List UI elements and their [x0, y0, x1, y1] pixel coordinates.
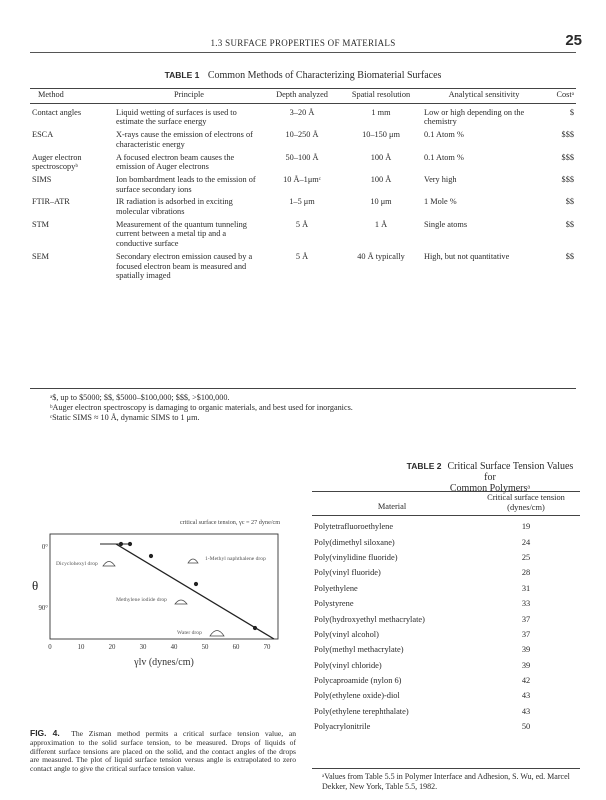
principle-cell: Ion bombardment leads to the emission of surface secondary ions	[116, 174, 256, 194]
value-cell: 50	[521, 722, 531, 732]
material-cell: Polyacrylonitrile	[314, 722, 371, 732]
sensitivity-cell: 0.1 Atom %	[424, 152, 464, 162]
value-cell: 37	[521, 614, 531, 624]
table-row	[312, 704, 580, 719]
sensitivity-cell: Low or high depending on the chemistry	[424, 107, 525, 127]
principle-cell: X-rays cause the emission of electrons of characteristic energy	[116, 130, 253, 149]
figure4-label: FIG. 4.	[30, 728, 60, 738]
figure4-zisman-plot	[30, 512, 300, 727]
table2-col-value-line1: Critical surface tension	[487, 493, 565, 502]
table-row	[312, 596, 580, 611]
method-cell: Contact angles	[32, 107, 82, 117]
value-cell: 24	[521, 537, 531, 547]
depth-cell: 5 Å	[295, 251, 309, 261]
sensitivity-cell: 1 Mole %	[424, 197, 457, 207]
table-row	[30, 153, 576, 175]
table2-footnote: ᵃValues from Table 5.5 in Polymer Interface and Adhesion, S. Wu, ed. Marcel Dekker, New York, Table 5.5, 1982.	[322, 772, 570, 791]
method-cell: FTIR–ATR	[32, 197, 70, 207]
value-cell: 39	[521, 660, 531, 670]
table-row	[30, 252, 576, 284]
depth-cell: 5 Å	[295, 219, 309, 229]
table2-title-line1: Critical Surface Tension Values for	[447, 461, 574, 483]
drop-icon	[210, 631, 224, 637]
principle-cell: IR radiation is adsorbed in exciting molecular vibrations	[116, 197, 233, 217]
data-point	[149, 554, 153, 558]
water-drop-label: Water drop	[177, 630, 202, 636]
cost-cell: $$	[565, 197, 574, 207]
drop-icon	[188, 559, 198, 563]
spatial-cell: 100 Å	[370, 174, 392, 184]
table2-top-rule	[312, 491, 580, 492]
table2-col-material: Material	[377, 502, 407, 511]
header-rule	[30, 52, 576, 53]
table-row	[312, 719, 580, 734]
table-row	[312, 581, 580, 596]
x-tick-10: 10	[77, 644, 85, 651]
x-tick-20: 20	[108, 644, 116, 651]
cost-cell: $$	[565, 219, 574, 229]
table1-caption	[0, 70, 606, 81]
value-cell: 43	[521, 706, 531, 716]
drop-icon	[103, 562, 115, 567]
table2-bottom-rule	[312, 768, 580, 769]
table2-col-value	[472, 493, 580, 515]
table-row	[312, 550, 580, 565]
sensitivity-cell: High, but not quantitative	[424, 251, 510, 261]
x-axis-label: γlv (dynes/cm)	[134, 657, 194, 668]
material-cell: Polycaproamide (nylon 6)	[314, 676, 402, 686]
table1-title: Common Methods of Characterizing Biomaterial Surfaces	[207, 70, 442, 81]
x-tick-70: 70	[263, 644, 271, 651]
page-number: 25	[565, 32, 582, 49]
table2-caption	[400, 461, 580, 494]
footnote-c: ᶜStatic SIMS ≈ 10 Å, dynamic SIMS to 1 μm.	[50, 413, 200, 422]
table2-header-rule	[312, 515, 580, 516]
x-tick-30: 30	[139, 644, 147, 651]
spatial-cell: 100 Å	[370, 152, 392, 162]
material-cell: Poly(vinyl alcohol)	[314, 629, 379, 639]
material-cell: Poly(vinyl fluoride)	[314, 568, 381, 578]
critical-tension-annotation: critical surface tension, γc = 27 dyne/cm	[179, 519, 281, 526]
principle-cell: Secondary electron emission caused by a focused electron beam is measured and spatially imaged	[116, 251, 253, 281]
method-cell: Auger electron spectroscopyᵇ	[32, 152, 82, 172]
material-cell: Polyethylene	[314, 583, 358, 593]
table-row	[30, 130, 576, 152]
table-row	[312, 627, 580, 642]
methylnaphthalene-drop-label: 1-Methyl naphthalene drop	[205, 556, 266, 562]
table-row	[312, 642, 580, 657]
table-row	[312, 611, 580, 626]
theta-symbol: θ	[32, 578, 39, 593]
method-cell: SEM	[32, 251, 50, 261]
cost-cell: $	[569, 107, 574, 117]
table1-col-depth: Depth analyzed	[276, 90, 328, 99]
table1-top-rule	[30, 88, 576, 89]
sensitivity-cell: Very high	[424, 174, 457, 184]
table-row	[312, 519, 580, 534]
data-point	[253, 626, 257, 630]
material-cell: Poly(vinylidine fluoride)	[314, 552, 398, 562]
value-cell: 42	[521, 676, 531, 686]
x-tick-0: 0	[48, 644, 52, 651]
table1-bottom-rule	[30, 388, 576, 389]
data-point	[194, 582, 198, 586]
figure4-caption	[30, 729, 296, 774]
drop-icon	[175, 600, 187, 604]
spatial-cell: 1 Å	[374, 219, 388, 229]
table1-col-spatial: Spatial resolution	[351, 90, 411, 99]
table-row	[30, 108, 576, 130]
footnote-a: ᵃ$, up to $5000; $$, $5000–$100,000; $$$, >$100,000.	[50, 393, 230, 402]
value-cell: 25	[521, 552, 531, 562]
depth-cell: 10 Å–1μmᶜ	[283, 174, 321, 184]
material-cell: Poly(hydroxyethyl methacrylate)	[314, 614, 425, 624]
figure4-caption-text: The Zisman method permits a critical surface tension value, an approximation to the solid surface tension, to be measured. Drops of liquids of different surface tensions are placed on the solid, and the contact angles of the drops are measured. The plot of liquid surface tension versus angle is extrapolated to zero contact angle to give the critical surface tension value.	[30, 729, 297, 774]
material-cell: Poly(ethylene terephthalate)	[314, 706, 409, 716]
principle-cell: Liquid wetting of surfaces is used to estimate the surface energy	[116, 107, 237, 127]
material-cell: Poly(methyl methacrylate)	[314, 645, 404, 655]
x-tick-40: 40	[170, 644, 178, 651]
table2	[312, 493, 580, 734]
spatial-cell: 10–150 μm	[362, 130, 400, 140]
method-cell: STM	[32, 219, 50, 229]
table-row	[30, 197, 576, 219]
sensitivity-cell: 0.1 Atom %	[424, 130, 464, 140]
footnote-b: ᵇAuger electron spectroscopy is damaging to organic materials, and best used for inorganics.	[50, 403, 353, 412]
method-cell: SIMS	[32, 174, 52, 184]
principle-cell: Measurement of the quantum tunneling current between a metal tip and a conductive surface	[116, 219, 247, 249]
table1-header-row	[30, 90, 576, 103]
table-row	[30, 175, 576, 197]
table1-label: TABLE 1	[164, 70, 200, 80]
spatial-cell: 10 μm	[370, 197, 392, 207]
y-tick-0: 0°	[41, 544, 48, 551]
depth-cell: 1–5 μm	[289, 197, 315, 207]
table1-col-principle: Principle	[174, 90, 204, 99]
value-cell: 37	[521, 629, 531, 639]
table1-footnotes	[50, 393, 570, 423]
x-tick-50: 50	[201, 644, 209, 651]
spatial-cell: 40 Å typically	[357, 251, 405, 261]
running-header: 1.3 SURFACE PROPERTIES OF MATERIALS	[210, 38, 396, 48]
cost-cell: $$$	[561, 152, 574, 162]
y-tick-90: 90°	[38, 605, 48, 612]
table-row	[312, 673, 580, 688]
value-cell: 19	[521, 522, 531, 532]
material-cell: Polytetrafluoroethylene	[314, 522, 394, 532]
table-row	[312, 565, 580, 580]
cost-cell: $$$	[561, 174, 574, 184]
methylene-iodide-drop-label: Methylene iodide drop	[116, 597, 167, 603]
material-cell: Poly(dimethyl siloxane)	[314, 537, 395, 547]
material-cell: Poly(ethylene oxide)-diol	[314, 691, 400, 701]
table2-header-row	[312, 493, 580, 515]
cost-cell: $$$	[561, 130, 574, 140]
method-cell: ESCA	[32, 130, 54, 140]
table1-col-sensitivity: Analytical sensitivity	[448, 90, 520, 99]
x-tick-60: 60	[232, 644, 240, 651]
data-point	[119, 542, 123, 546]
value-cell: 31	[521, 583, 531, 593]
depth-cell: 3–20 Å	[289, 107, 315, 117]
dicyclohexyl-drop-label: Dicyclohexyl drop	[56, 561, 98, 567]
table2-label: TABLE 2	[406, 461, 442, 471]
material-cell: Polystyrene	[314, 599, 354, 609]
material-cell: Poly(vinyl chloride)	[314, 660, 382, 670]
table1-col-method: Method	[38, 90, 64, 99]
depth-cell: 10–250 Å	[285, 130, 319, 140]
plot-frame	[50, 534, 278, 639]
table2-col-value-line2: (dynes/cm)	[507, 503, 545, 512]
table1	[30, 90, 576, 284]
table-row	[30, 220, 576, 252]
table-row	[312, 658, 580, 673]
principle-cell: A focused electron beam causes the emission of Auger electrons	[116, 152, 235, 172]
spatial-cell: 1 mm	[371, 107, 391, 117]
value-cell: 43	[521, 691, 531, 701]
table-row	[312, 688, 580, 703]
cost-cell: $$	[565, 251, 574, 261]
table1-header-rule	[30, 103, 576, 104]
value-cell: 39	[521, 645, 531, 655]
value-cell: 28	[521, 568, 531, 578]
data-point	[128, 542, 132, 546]
table-row	[312, 534, 580, 549]
table2-title-line2: Common Polymersᵃ	[449, 483, 531, 494]
table1-col-cost: Costᵃ	[556, 90, 574, 99]
value-cell: 33	[521, 599, 531, 609]
depth-cell: 50–100 Å	[285, 152, 319, 162]
sensitivity-cell: Single atoms	[424, 219, 468, 229]
